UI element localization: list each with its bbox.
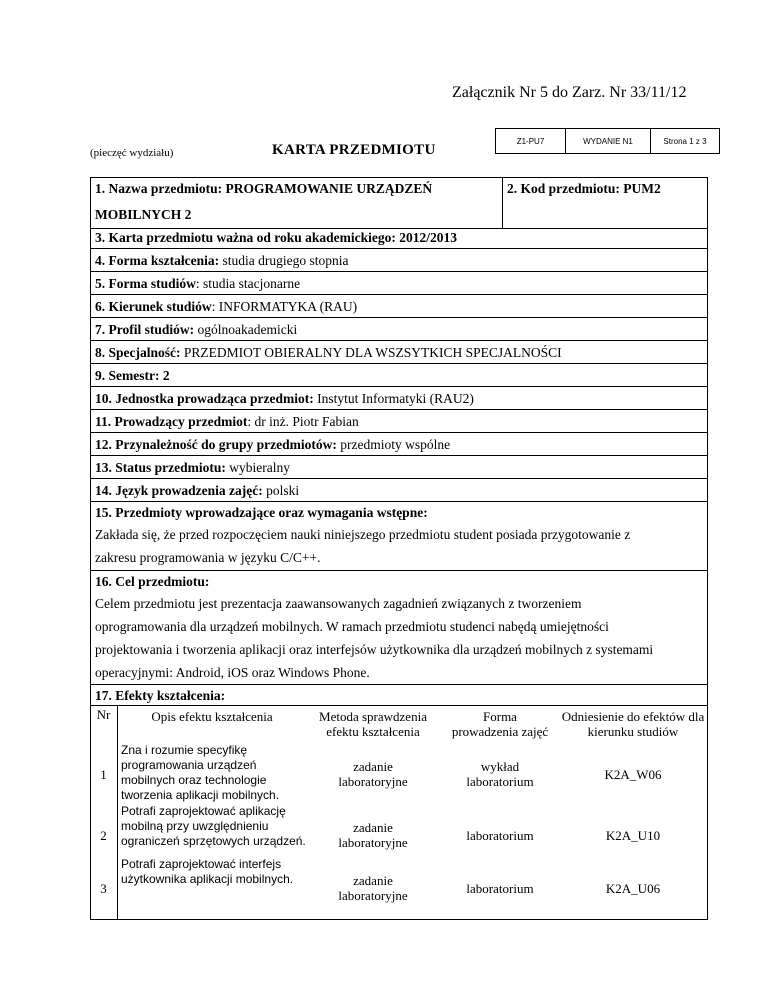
row-divider	[90, 432, 708, 433]
field-learning-outcomes-label: 17. Efekty kształcenia:	[95, 688, 226, 703]
outcome-form: wykład laboratorium	[466, 759, 534, 789]
row-divider	[90, 570, 708, 571]
page-counter: Strona 1 z 3	[663, 136, 707, 146]
field-course-group: 12. Przynależność do grupy przedmiotów: przedmioty wspólne	[95, 437, 451, 452]
field-field-of-study: 6. Kierunek studiów: INFORMATYKA (RAU)	[95, 299, 358, 314]
outcome-nr: 3	[100, 880, 107, 896]
row-divider	[90, 340, 708, 341]
row-divider	[90, 684, 708, 685]
outcome-method: zadanie laboratoryjne	[338, 873, 408, 903]
row-divider	[90, 705, 708, 706]
field-lecturer: 11. Prowadzący przedmiot: dr inż. Piotr Fabian	[95, 414, 359, 429]
row-divider	[90, 501, 708, 502]
outcome-reference: K2A_U06	[605, 880, 661, 896]
col-header-reference: Odniesienie do efektów dla kierunku studiów	[561, 709, 705, 739]
field-course-goal-label: 16. Cel przedmiotu:	[95, 574, 210, 589]
row-divider	[90, 363, 708, 364]
outcome-method: zadanie laboratoryjne	[338, 820, 408, 850]
document-code-box	[495, 128, 720, 154]
row-divider	[90, 228, 708, 229]
row-divider	[90, 317, 708, 318]
outcome-method: zadanie laboratoryjne	[338, 759, 408, 789]
row-divider	[90, 478, 708, 479]
outcome-description: Zna i rozumie specyfikę programowania urządzeń mobilnych oraz technologie tworzenia aplikacji mobilnych.	[121, 743, 280, 802]
faculty-stamp-label: (pieczęć wydziału)	[90, 147, 174, 159]
field-study-form: 5. Forma studiów: studia stacjonarne	[95, 276, 301, 291]
row-divider	[90, 455, 708, 456]
field-course-name: 1. Nazwa przedmiotu: PROGRAMOWANIE URZĄDZEŃ	[95, 181, 433, 196]
field-semester: 9. Semestr: 2	[95, 368, 170, 383]
outcome-description: Potrafi zaprojektować aplikację mobilną przy uwzględnieniu ograniczeń sprzętowych urządzeń.	[121, 804, 306, 848]
outcome-form: laboratorium	[466, 880, 534, 896]
col-divider	[117, 705, 118, 920]
row-divider	[90, 248, 708, 249]
row-divider	[90, 294, 708, 295]
field-language: 14. Język prowadzenia zajęć: polski	[95, 483, 300, 498]
outcome-reference: K2A_U10	[605, 827, 661, 843]
col-divider	[502, 177, 503, 228]
field-study-profile: 7. Profil studiów: ogólnoakademicki	[95, 322, 298, 337]
col-header-description: Opis efektu kształcenia	[151, 708, 273, 724]
edition: WYDANIE N1	[566, 129, 651, 153]
row-divider	[90, 271, 708, 272]
field-course-code: 2. Kod przedmiotu: PUM2	[507, 181, 661, 196]
course-goal-line: projektowania i tworzenia aplikacji oraz interfejsów użytkownika dla urządzeń mobilnych z systemami	[95, 642, 654, 657]
col-header-class-form: Forma prowadzenia zajęć	[451, 709, 549, 739]
field-prerequisites-label: 15. Przedmioty wprowadzające oraz wymagania wstępne:	[95, 505, 428, 520]
col-header-nr: Nr	[96, 707, 111, 722]
row-divider	[90, 386, 708, 387]
outcome-nr: 2	[100, 827, 107, 843]
field-unit: 10. Jednostka prowadząca przedmiot: Instytut Informatyki (RAU2)	[95, 391, 474, 406]
form-code: Z1-PU7	[496, 129, 566, 153]
row-divider	[90, 409, 708, 410]
field-form-of-education: 4. Forma kształcenia: studia drugiego stopnia	[95, 253, 349, 268]
col-header-verification-method: Metoda sprawdzenia efektu kształcenia	[319, 709, 427, 739]
field-status: 13. Status przedmiotu: wybieralny	[95, 460, 290, 475]
course-goal-line: oprogramowania dla urządzeń mobilnych. W ramach przedmiotu studenci nabędą umiejętności	[95, 619, 609, 634]
outcome-form: laboratorium	[466, 827, 534, 843]
course-goal-line: operacyjnymi: Android, iOS oraz Windows Phone.	[95, 665, 370, 680]
prerequisites-line: zakresu programowania w języku C/C++.	[95, 550, 321, 565]
field-specialty: 8. Specjalność: PRZEDMIOT OBIERALNY DLA WSZSYTKICH SPECJALNOŚCI	[95, 345, 562, 360]
prerequisites-line: Zakłada się, że przed rozpoczęciem nauki niniejszego przedmiotu student posiada przygotowanie z	[95, 527, 631, 542]
outcome-nr: 1	[100, 766, 107, 782]
field-course-name-cont: MOBILNYCH 2	[95, 207, 192, 222]
field-valid-year: 3. Karta przedmiotu ważna od roku akademickiego: 2012/2013	[95, 230, 457, 245]
course-goal-line: Celem przedmiotu jest prezentacja zaawansowanych zagadnień związanych z tworzeniem	[95, 596, 582, 611]
outcome-reference: K2A_W06	[604, 766, 662, 782]
document-title: KARTA PRZEDMIOTU	[272, 142, 436, 158]
outcome-description: Potrafi zaprojektować interfejs użytkownika aplikacji mobilnych.	[121, 857, 294, 886]
annex-reference: Załącznik Nr 5 do Zarz. Nr 33/11/12	[452, 84, 687, 101]
